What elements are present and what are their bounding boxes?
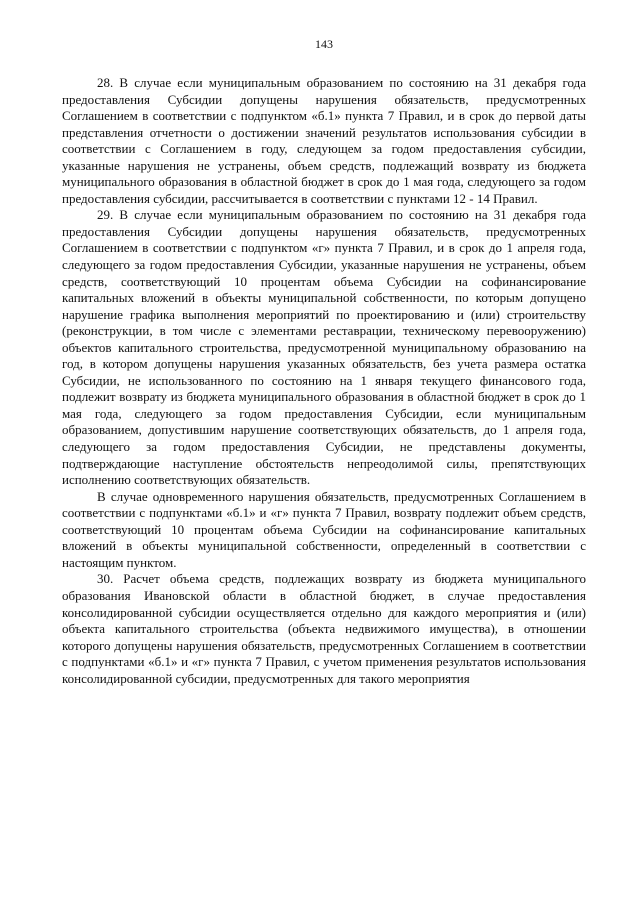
paragraph-30: 30. Расчет объема средств, подлежащих возврату из бюджета муниципального образования Ивановской области в областной бюджет, в случае предоставления консолидированной субсидии осуществляется отдельно для каждого мероприятия и (или) объекта капитального строительства (объекта недвижимого имущества), в отношении которого допущены нарушения обязательств, предусмотренных Соглашением в соответствии с подпунктами «б.1» и «г» пункта 7 Правил, с учетом применения результатов использования консолидированной субсидии, предусмотренных для такого мероприятия — [62, 571, 586, 686]
paragraph-29-addendum: В случае одновременного нарушения обязательств, предусмотренных Соглашением в соответствии с подпунктами «б.1» и «г» пункта 7 Правил, возврату подлежит объем средств, соответствующий 10 процентам объема Субсидии на софинансирование капитальных вложений в объекты муниципальной собственности, определенный в соответствии с настоящим пунктом. — [62, 488, 586, 570]
page-number: 143 — [315, 37, 333, 51]
paragraph-29: 29. В случае если муниципальным образованием по состоянию на 31 декабря года предоставления Субсидии допущены нарушения обязательств, предусмотренных Соглашением в соответствии с подпунктом «г» пункта 7 Правил, и в срок до 1 апреля года, следующего за годом предоставления Субсидии, указанные нарушения не устранены, объем средств, соответствующий 10 процентам объема Субсидии на софинансирование капитальных вложений в объекты муниципальной собственности, по которым допущено нарушение графика выполнения мероприятий по проектированию и (или) строительству (реконструкции, в том числе с элементами реставрации, техническому перевооружению) объектов капитального строительства, предусмотренной муниципальному образованию на год, в котором допущены нарушения указанных обязательств, без учета размера остатка Субсидии, не использованного по состоянию на 1 января текущего финансового года, подлежит возврату из бюджета муниципального образования в областной бюджет в срок до 1 мая года, следующего за годом предоставления Субсидии, если муниципальным образованием, допустившим нарушение соответствующих обязательств, до 1 апреля года, следующего за годом предоставления Субсидии, не представлены документы, подтверждающие наступление обстоятельств непреодолимой силы, препятствующих исполнению соответствующих обязательств. — [62, 207, 586, 488]
paragraph-28: 28. В случае если муниципальным образованием по состоянию на 31 декабря года предоставления Субсидии допущены нарушения обязательств, предусмотренных Соглашением в соответствии с подпунктом «б.1» пункта 7 Правил, и в срок до первой даты представления отчетности о достижении значений результатов использования субсидии в соответствии с Соглашением в году, следующем за годом предоставления субсидии, указанные нарушения не устранены, объем средств, подлежащий возврату из бюджета муниципального образования в областной бюджет в срок до 1 мая года, следующего за годом предоставления субсидии, рассчитывается в соответствии с пунктами 12 - 14 Правил. — [62, 75, 586, 206]
